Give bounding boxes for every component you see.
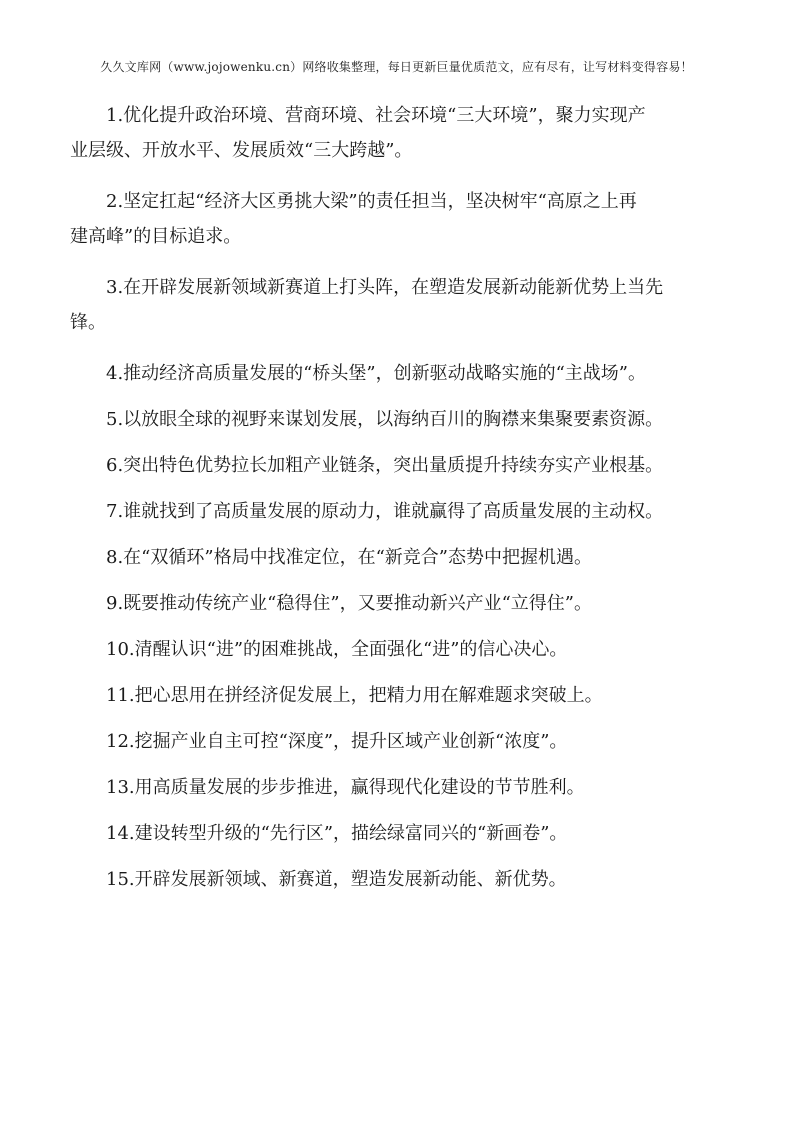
header-note: 久久文库网（www.jojowenku.cn）网络收集整理，每日更新巨量优质范文，应有尽有，让写材料变得容易！ (100, 60, 693, 74)
list-item: 12.挖掘产业自主可控“深度”，提升区域产业创新“浓度”。 (106, 731, 568, 752)
list-item: 14.建设转型升级的“先行区”，描绘绿富同兴的“新画卷”。 (106, 823, 568, 844)
list-item-line: 锋。 (70, 312, 106, 333)
list-item-line: 业层级、开放水平、发展质效“三大跨越”。 (70, 140, 413, 161)
list-item: 5.以放眼全球的视野来谋划发展，以海纳百川的胸襟来集聚要素资源。 (106, 409, 664, 430)
list-item (70, 270, 725, 340)
list-item: 6.突出特色优势拉长加粗产业链条，突出量质提升持续夯实产业根基。 (106, 455, 664, 476)
list-item: 8.在“双循环”格局中找准定位，在“新竞合”态势中把握机遇。 (106, 547, 592, 568)
list-item: 11.把心思用在拼经济促发展上，把精力用在解难题求突破上。 (106, 685, 603, 706)
list-item: 13.用高质量发展的步步推进，赢得现代化建设的节节胜利。 (106, 777, 585, 798)
list-item-line: 建高峰”的目标追求。 (70, 226, 242, 247)
list-item (70, 184, 725, 254)
list-item: 4.推动经济高质量发展的“桥头堡”，创新驱动战略实施的“主战场”。 (106, 363, 646, 384)
list-item: 9.既要推动传统产业“稳得住”，又要推动新兴产业“立得住”。 (106, 593, 592, 614)
list-item-line: 1.优化提升政治环境、营商环境、社会环境“三大环境”，聚力实现产 (106, 105, 646, 126)
document-body (70, 98, 725, 908)
list-item-line: 3.在开辟发展新领域新赛道上打头阵，在塑造发展新动能新优势上当先 (106, 277, 664, 298)
list-item: 7.谁就找到了高质量发展的原动力，谁就赢得了高质量发展的主动权。 (106, 501, 664, 522)
list-item (70, 98, 725, 168)
list-item: 15.开辟发展新领域、新赛道，塑造发展新动能、新优势。 (106, 869, 567, 890)
list-item-line: 2.坚定扛起“经济大区勇挑大梁”的责任担当，坚决树牢“高原之上再 (106, 191, 637, 212)
list-item: 10.清醒认识“进”的困难挑战，全面强化“进”的信心决心。 (106, 639, 568, 660)
